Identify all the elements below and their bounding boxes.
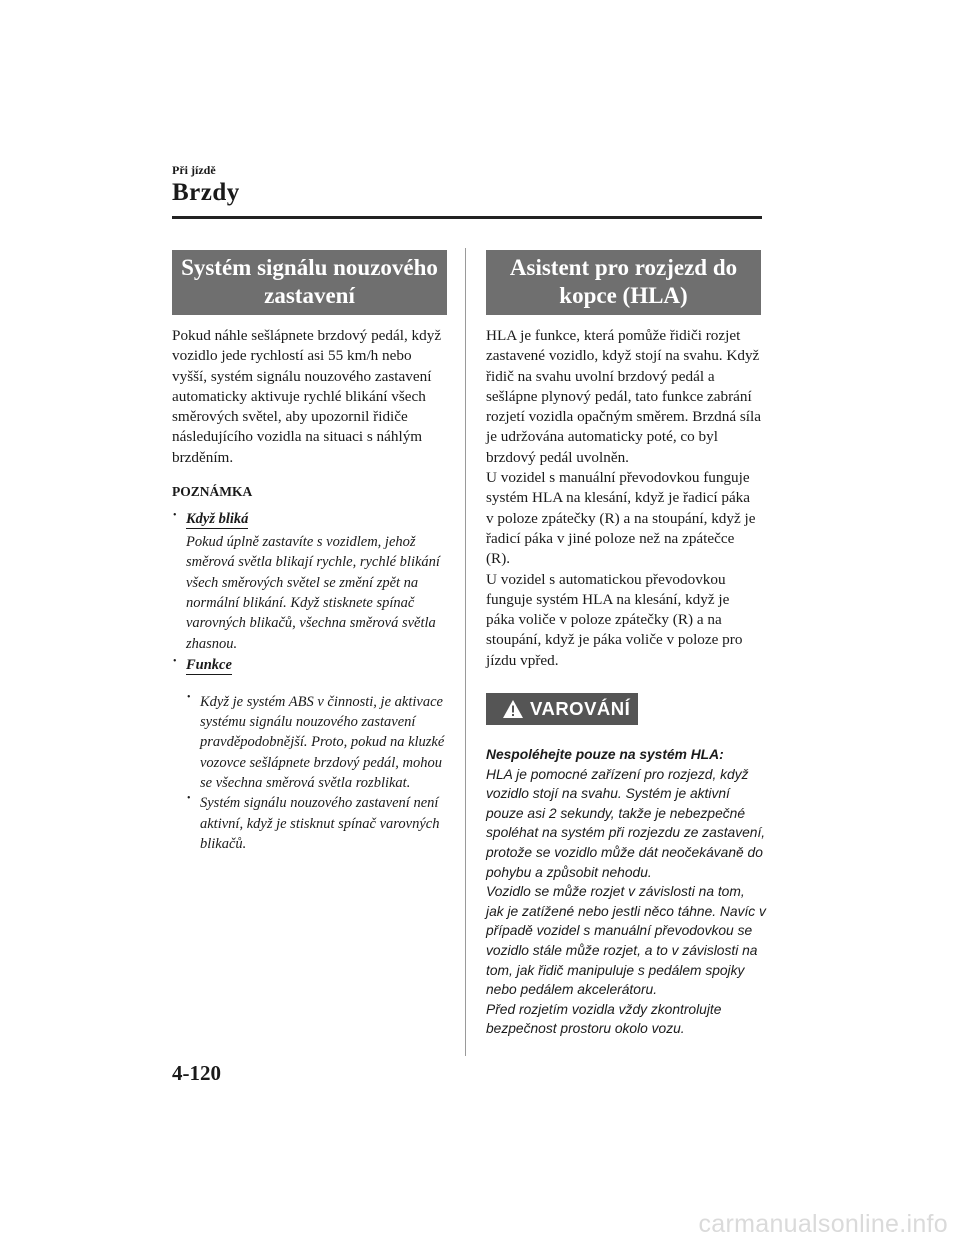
hla-paragraph: HLA je funkce, která pomůže řidiči rozjet zastavené vozidlo, když stojí na svahu. Když řidič na svahu uvolní brzdový pedál a sešlápne plynový pedál, tato funkce zabrání rozjetí vozidla opačným směrem. Brzdná síla je udržována automaticky poté, co byl brzdový pedál uvolněn. [486,327,761,466]
warning-paragraph: HLA je pomocné zařízení pro rozjezd, když vozidlo stojí na svahu. Systém je aktivní pouze asi 2 sekundy, takže je nebezpečné spoléhat na systém při rozjezdu ze zastavení, protože se vozidlo může dát neočekávaně do pohybu a způsobit nehodu. [486,766,766,880]
emergency-stop-title: Systém signálu nouzového zastavení [172,250,447,315]
chapter-label: Při jízdě [172,163,216,177]
warning-content [486,745,766,1039]
hla-title: Asistent pro rozjezd do kopce (HLA) [486,250,761,315]
note-sub-item-text: • Když je systém ABS v činnosti, je aktivace systému signálu nouzového zastavení pravděpodobnější. Proto, pokud na kluzké vozovce sešlápnete brzdový pedál, mohou se všechna směrová světla rozblikat. [200,693,445,792]
note-list [172,510,447,854]
right-column [486,250,766,1039]
warning-triangle-icon [502,699,524,719]
note-item [172,656,447,854]
header-rule [172,216,762,219]
note-item-title: Když bliká [186,511,249,528]
note-heading: POZNÁMKA [172,484,253,500]
warning-paragraph: Před rozjetím vozidla vždy zkontrolujte bezpečnost prostoru okolo vozu. [486,1001,722,1037]
hla-paragraph: U vozidel s manuální převodovkou funguje systém HLA na klesání, když je řadicí páka v poloze zpátečky (R) a na stoupání, když je řadicí páka v jiné poloze než na zpátečce (R). [486,469,756,568]
note-item [172,510,447,654]
page-number: 4-120 [172,1061,221,1085]
warning-badge [486,693,638,725]
hla-paragraph: U vozidel s automatickou převodovkou funguje systém HLA na klesání, když je páka voliče v poloze zpátečky (R) a na stoupání, když je páka voliče v poloze pro jízdu vpřed. [486,570,743,669]
section-title: Brzdy [172,179,240,206]
warning-paragraph: Vozidlo se může rozjet v závislosti na tom, jak je zatížené nebo jestli něco táhne. Navíc v případě vozidel s manuální převodovkou se vozidlo stále může rozjet, a to v závislosti na tom, jak řidič manipuluje s pedálem spojky nebo pedálem akcelerátoru. [486,884,766,998]
note-sub-item-text: • Systém signálu nouzového zastavení není aktivní, když je stisknut spínač varovných blikačů. [200,795,440,852]
warning-title: Nespoléhejte pouze na systém HLA: [486,747,724,763]
column-divider [465,248,466,1056]
note-item-title: Funkce [186,656,232,673]
watermark: carmanualsonline.info [698,1210,948,1238]
note-sub-item [186,793,447,854]
left-column [172,250,447,856]
note-item-text: Pokud úplně zastavíte s vozidlem, jehož směrová světla blikají rychle, rychlé blikání všech směrových světel se změní zpět na normální blikání. Když stisknete spínač varovných blikačů, všechna směrová světla zhasnou. [186,534,440,652]
note-sub-item [186,692,447,793]
emergency-stop-intro: Pokud náhle sešlápnete brzdový pedál, když vozidlo jede rychlostí asi 55 km/h nebo vyšší, systém signálu nouzového zastavení automaticky aktivuje rychlé blikání všech směrových světel, aby upozornil řidiče následujícího vozidla na situaci s náhlým brzděním. [172,327,442,466]
note-sub-list [186,692,447,854]
warning-label: VAROVÁNÍ [530,698,631,720]
